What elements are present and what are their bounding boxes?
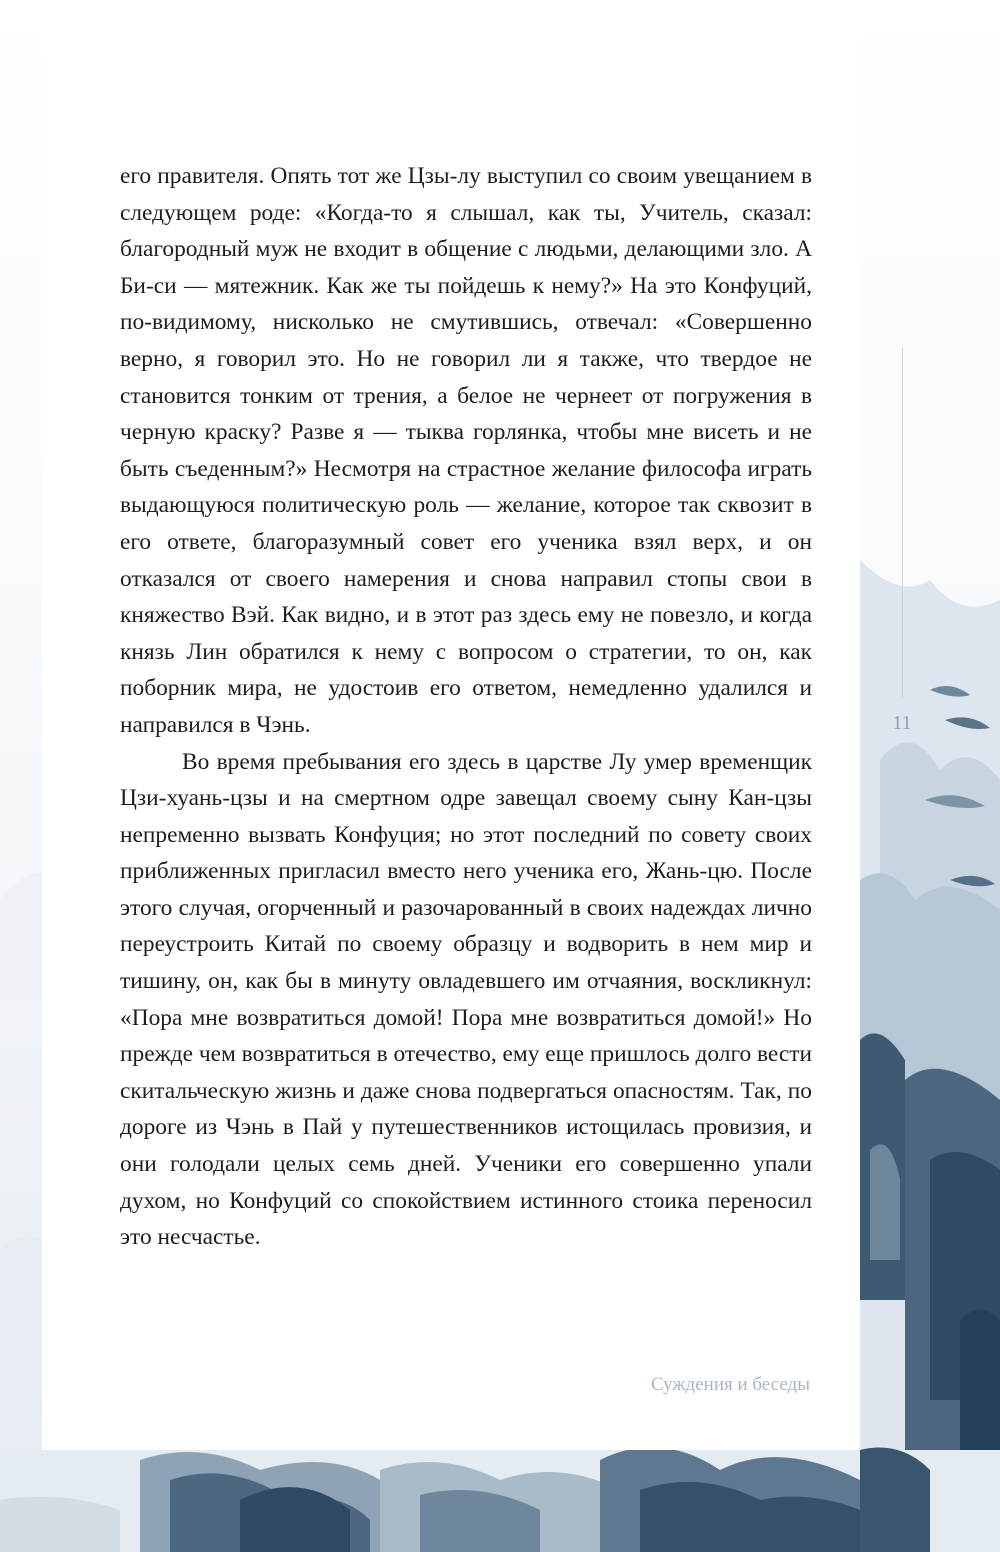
paragraph-2: Во время пребывания его здесь в царстве Лу умер временщик Цзи-хуань-цзы и на смертном одре завещал своему сыну Кан-цзы непременно вызвать Конфуция; но этот последний по совету своих приближенных пригласил вместо него ученика его, Жань-цю. После этого случая, огорченный и разочарованный в своих надеждах лично переустроить Китай по своему образцу и водворить в нем мир и тишину, он, как бы в минуту овладевшего им отчаяния, воскликнул: «Пора мне возвратиться домой! Пора мне возвратиться домой!» Но прежде чем возвратиться в отечество, ему еще пришлось долго вести скитальческую жизнь и даже снова подвергаться опасностям. Так, по дороге из Чэнь в Пай у путешественников истощилась провизия, и они голодали целых семь дней. Ученики его совершенно упали духом, но Конфуций со спокойствием истинного стоика переносил это несчастье. bbox=[120, 748, 812, 1251]
margin-rule bbox=[902, 348, 903, 698]
running-footer: Суждения и беседы bbox=[650, 1374, 810, 1395]
page-number: 11 bbox=[892, 712, 912, 734]
body-text bbox=[120, 158, 812, 1256]
paragraph-1: его правителя. Опять тот же Цзы-лу выступил со своим увещанием в следующем роде: «Когда-то я слышал, как ты, Учитель, сказал: благородный муж не входит в общение с людьми, делающими зло. А Би-си — мятежник. Как же ты пойдешь к нему?» На это Конфуций, по-видимому, нисколько не смутившись, отвечал: «Совершенно верно, я говорил это. Но не говорил ли я также, что твердое не становится тонким от трения, а белое не чернеет от погружения в черную краску? Разве я — тыква горлянка, чтобы мне висеть и не быть съеденным?» Несмотря на страстное желание философа играть выдающуюся политическую роль — желание, которое так сквозит в его ответе, благоразумный совет его ученика взял верх, и он отказался от своего намерения и снова направил стопы свои в княжество Вэй. Как видно, и в этот раз здесь ему не повезло, и когда князь Лин обратился к нему с вопросом о стратегии, то он, как поборник мира, не удостоив его ответом, немедленно удалился и направился в Чэнь. bbox=[120, 163, 812, 738]
